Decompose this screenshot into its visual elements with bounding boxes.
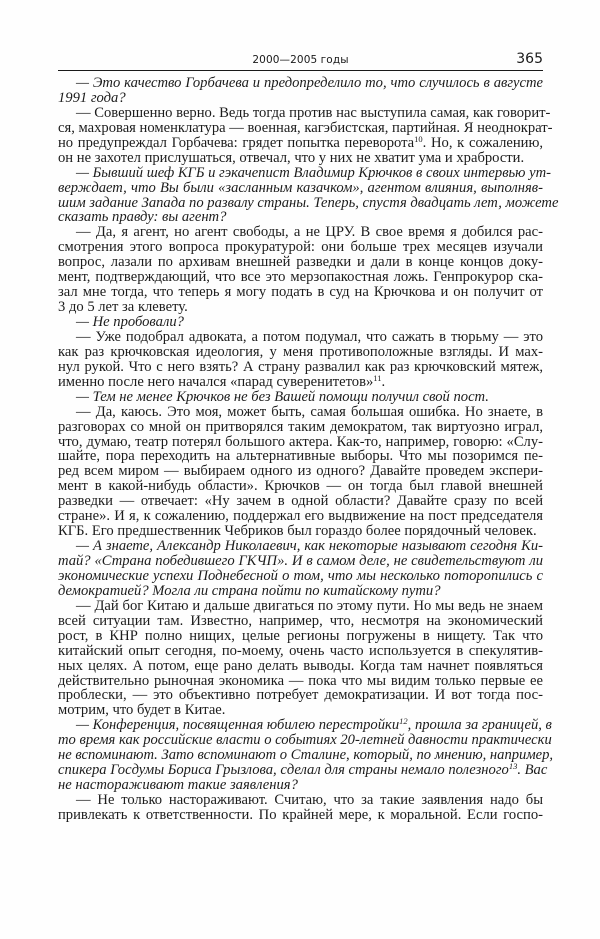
question-line: — А знаете, Александр Николаевич, как некоторые называют сегодня Ки-: [76, 538, 543, 555]
question-line: демократией? Могла ли страна пойти по китайскому пути?: [58, 582, 441, 599]
question-line: верждает, что Вы были «засланным казачком», агентом влияния, выполняв-: [58, 179, 543, 196]
question-line: не настораживают такие заявления?: [58, 777, 298, 794]
footnote-ref: 10: [414, 133, 423, 144]
question-line: то время как российские власти о событиях 20-летней давности практически: [58, 732, 552, 749]
answer-line: он не захотел прислушаться, отвечал, что у них не хватит ума и храбрости.: [58, 149, 525, 166]
answer-line: китайский опыт сегодня, по-моему, очень часто используется в спекулятив-: [58, 642, 543, 659]
answer-line: разведки — отвечает: «Ну зачем в одной области? Давайте сразу по всей: [58, 493, 543, 510]
answer-line: что, думаю, театр потерял большого актера. Как-то, например, говорю: «Слу-: [58, 433, 543, 450]
answer-line: мент, подтверждающий, что все это мерзопакостная ложь. Генпрокурор ска-: [58, 269, 543, 286]
answer-line: — Совершенно верно. Ведь тогда против нас выступила самая, как говорит-: [76, 104, 551, 121]
answer-line: всей ситуации там. Известно, например, что, несмотря на экономический: [58, 612, 543, 629]
answer-line: стране». И я, к сожалению, поддержал его выдвижение на пост председателя: [58, 508, 543, 525]
running-head: [58, 51, 543, 69]
question-line: — Не пробовали?: [76, 314, 184, 330]
answer-line: мент в какой-нибудь области». Крючков — он тогда был главой внешней: [58, 478, 543, 495]
answer-line: — Да, каюсь. Это моя, может быть, самая большая ошибка. Но знаете, в: [76, 403, 543, 420]
question-line: спикера Госдумы Бориса Грызлова, сделал для страны немало полезного$^{13}$. Вас: [58, 761, 548, 779]
answer-line: — Да, я агент, но агент свободы, а не ЦРУ. В свое время я добился рас-: [76, 224, 543, 241]
answer-line: вопрос, лазали по архивам внешней разведки и дали в конце концов доку-: [58, 254, 543, 271]
question-line: 1991 года?: [58, 89, 126, 106]
question-line: не вспоминают. Зато вспоминают о Сталине, который, по мнению, например,: [58, 747, 554, 764]
answer-line: — Дай бог Китаю и дальше двигаться по этому пути. Но мы ведь не знаем: [76, 597, 543, 614]
answer-line: — Не только настораживают. Считаю, что за такие заявления надо бы: [76, 792, 543, 808]
answer-line: как раз крючковская идеология, у меня противоположные взгляды. И мах-: [58, 343, 543, 360]
question-line: — Тем не менее Крючков не без Вашей помощи получил свой пост.: [76, 388, 489, 405]
footnote-ref: 11: [373, 372, 382, 383]
answer-line: — Уже подобрал адвоката, а потом подумал, что сажать в тюрьму — это: [76, 328, 543, 345]
answer-line: проблески, — это объективно потребует демократизации. И вот тогда пос-: [58, 687, 543, 704]
answer-line: 3 до 5 лет за клевету.: [58, 299, 188, 316]
answer-line: именно после него начался «парад суверенитетов»$^{11}$.: [58, 372, 386, 390]
answer-line: КГБ. Его предшественник Чебриков был гораздо более порядочный человек.: [58, 523, 537, 540]
footnote-ref: 12: [399, 716, 408, 727]
header-rule: [58, 70, 543, 71]
answer-line: шайте, пора переходить на альтернативные выборы. Что мы позоримся пе-: [58, 448, 543, 465]
answer-line: действительно рыночная экономика — пока что мы видим только первые ее: [58, 672, 543, 689]
footnote-ref: 13: [508, 761, 518, 772]
question-line: тай? «Страна победившего ГКЧП». И в самом деле, не свидетельствуют ли: [58, 553, 543, 569]
answer-line: ных целях. А потом, еще рано делать выводы. Когда там начнет появляться: [58, 657, 543, 674]
question-line: экономические успехи Поднебесной о том, что мы несколько поторопились с: [58, 567, 543, 584]
running-title: 2000—2005 годы: [252, 54, 349, 66]
answer-line: нул рукой. Что с него взять? А страну развалил как раз крючковский мятеж,: [58, 358, 543, 375]
page-number: 365: [516, 51, 543, 67]
answer-line: мотрим, что будет в Китае.: [58, 702, 226, 719]
answer-line: но предупреждал Горбачева: грядет попытка переворота$^{10}$. Но, к сожалению,: [58, 133, 543, 151]
answer-line: ся, махровая номенклатура — военная, кагэбистская, партийная. Я неоднократ-: [58, 119, 553, 136]
question-line: шим задание Запада по развалу страны. Теперь, спустя двадцать лет, можете: [58, 194, 559, 211]
question-line: — Конференция, посвященная юбилею перестройки$^{12}$, прошла за границей, в: [76, 716, 552, 734]
question-line: — Бывший шеф КГБ и гэкачепист Владимир Крючков в своих интервью ут-: [76, 164, 551, 181]
answer-line: разговорах со мной он притворялся таким демократом, так виртуозно играл,: [58, 418, 543, 435]
answer-line: смотрения этого вопроса прокуратурой: они больше трех месяцев изучали: [58, 239, 543, 256]
answer-line: привлекать к ответственности. По крайней мере, к моральной. Если госпо-: [58, 806, 543, 823]
body-text: [58, 75, 559, 823]
answer-line: рост, в КНР полно нищих, целые регионы погружены в нищету. Так что: [58, 627, 543, 644]
question-line: сказать правду: вы агент?: [58, 209, 227, 226]
answer-line: ред всем миром — выбираем одного из одного? Давайте проведем экспери-: [58, 463, 543, 480]
question-line: — Это качество Горбачева и предопределило то, что случилось в августе: [76, 75, 543, 91]
answer-line: зал мне тогда, что теперь я могу подать в суд на Крючкова и он получит от: [58, 284, 543, 301]
